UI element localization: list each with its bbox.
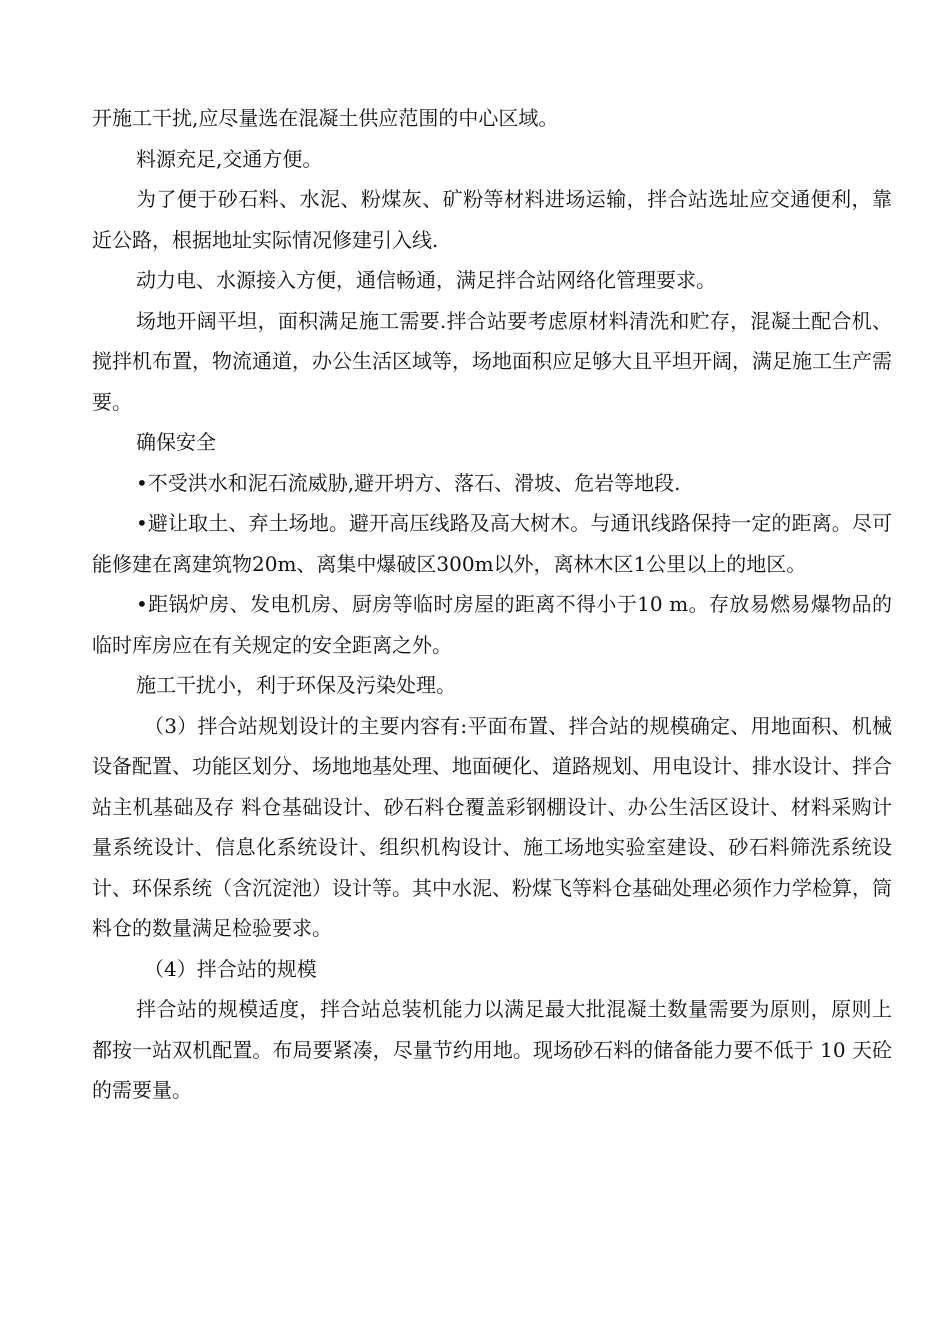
paragraph-scale: 拌合站的规模适度，拌合站总装机能力以满足最大批混凝土数量需要为原则，原则上都按一站双机配置。布局要紧凑，尽量节约用地。现场砂石料的储备能力要不低于 10 天砼的需要量。: [92, 997, 892, 1102]
bullet-boiler-distance: •距锅炉房、发电机房、厨房等临时房屋的距离不得小于10 m。存放易燃易爆物品的临时库房应在有关规定的安全距离之外。: [92, 592, 892, 657]
section-heading-scale: （4）拌合站的规模: [144, 956, 317, 981]
paragraph-safety-heading: 确保安全: [136, 430, 216, 454]
paragraph-site-area: 场地开阔平坦，面积满足施工需要.拌合站要考虑原材料清洗和贮存，混凝土配合机、搅拌机布置，物流通道，办公生活区域等，场地面积应足够大且平坦开阔，满足施工生产需要。: [92, 308, 892, 414]
paragraph-site-center: 开施工干扰,应尽量选在混凝土供应范围的中心区域。: [92, 106, 559, 130]
paragraph-planning-design: （3）拌合站规划设计的主要内容有:平面布置、拌合站的规模确定、用地面积、机械设备配置、功能区划分、场地地基处理、地面硬化、道路规划、用电设计、排水设计、拌合站主机基础及存 料仓基础设计、砂石料仓覆盖彩钢棚设计、办公生活区设计、材料采购计量系统设计、信息化系统设计、组织机构设计、施工场地实验室建设、砂石料筛洗系统设计、环保系统（含沉淀池）设计等。其中水泥、粉煤飞等料仓基础处理必须作力学检算，筒料仓的数量满足检验要求。: [92, 713, 892, 940]
document-body: [92, 98, 892, 1111]
paragraph-transport: 为了便于砂石料、水泥、粉煤灰、矿粉等材料进场运输，拌合站选址应交通便利，靠近公路，根据地址实际情况修建引入线.: [92, 187, 892, 252]
bullet-distance-requirements: •避让取土、弃土场地。避开高压线路及高大树木。与通讯线路保持一定的距离。尽可能修建在离建筑物20m、离集中爆破区300m以外，离林木区1公里以上的地区。: [92, 511, 892, 576]
bullet-flood-avoidance: •不受洪水和泥石流威胁,避开坍方、落石、滑坡、危岩等地段.: [136, 470, 681, 495]
paragraph-environment: 施工干扰小，利于环保及污染处理。: [136, 673, 456, 697]
paragraph-material-supply: 料源充足,交通方便。: [136, 146, 323, 171]
paragraph-power-water: 动力电、水源接入方便，通信畅通，满足拌合站网络化管理要求。: [136, 268, 716, 292]
